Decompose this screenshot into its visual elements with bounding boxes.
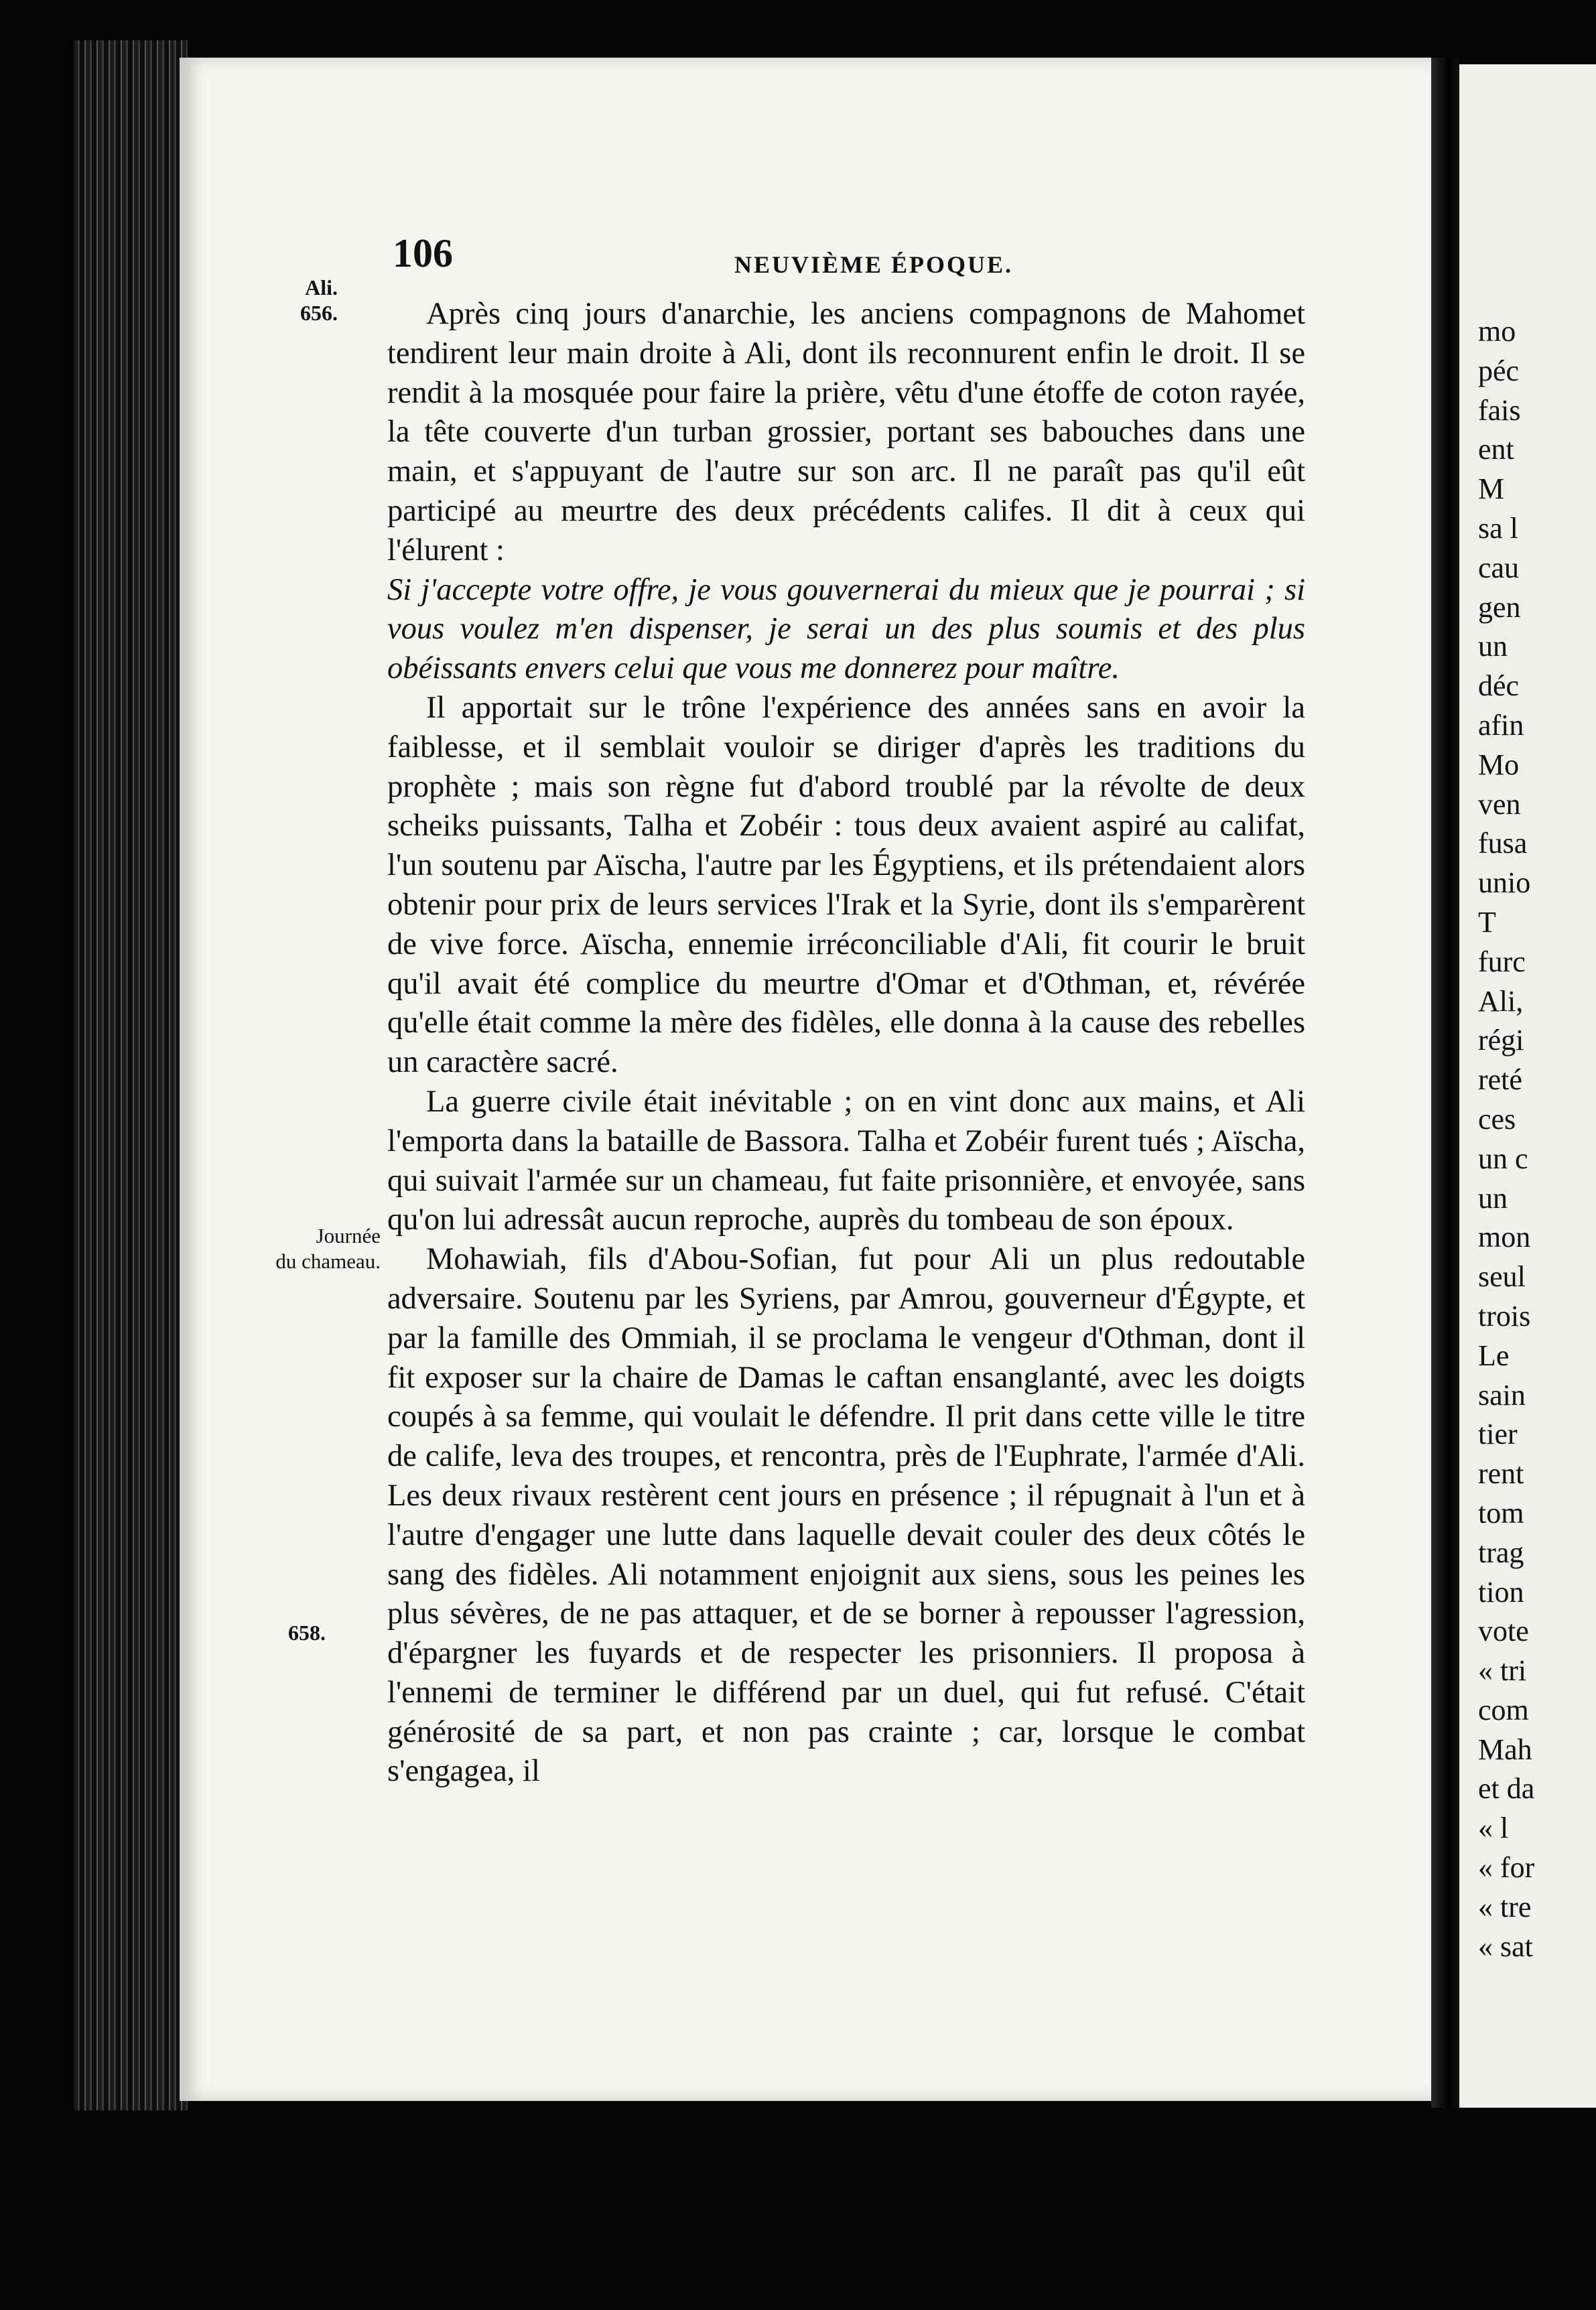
right-page-line: fusa — [1478, 827, 1528, 860]
margin-note-journee-line2: du chameau. — [275, 1249, 381, 1273]
right-page-line: péc — [1478, 354, 1520, 387]
right-page-line: « tri — [1478, 1654, 1527, 1688]
right-page-line: « for — [1478, 1851, 1535, 1885]
right-page-line: fais — [1478, 393, 1521, 427]
right-page-line: seul — [1478, 1260, 1526, 1294]
right-page-line: afin — [1478, 708, 1524, 742]
right-page-line: « l — [1478, 1812, 1509, 1845]
margin-note-ali-name: Ali. — [305, 275, 338, 299]
right-page-line: trag — [1478, 1536, 1524, 1569]
page-header — [393, 230, 1311, 291]
margin-note-year-658: 658. — [288, 1621, 326, 1645]
right-page-line: cau — [1478, 551, 1520, 584]
right-page-line: ven — [1478, 787, 1521, 821]
right-page-line: déc — [1478, 669, 1520, 703]
margin-note-journee-line1: Journée — [316, 1224, 381, 1247]
right-page-line: un c — [1478, 1142, 1528, 1175]
right-page-line: com — [1478, 1693, 1529, 1726]
margin-note-journee — [247, 1223, 381, 1274]
paragraph-2: Il apportait sur le trône l'expérience des années sans en avoir la faiblesse, et il semblait vouloir se diriger d'après les traditions du prophète ; mais son règne fut d'abord troublé par la révolte de deux scheiks puissants, Talha et Zobéir : tous deux avaient aspiré au califat, l'un soutenu par Aïscha, l'autre par les Égyptiens, et ils prétendaient alors obtenir pour prix de leurs services l'Irak et la Syrie, dont ils s'emparèrent de vive force. Aïscha, ennemie irréconciliable d'Ali, fit courir le bruit qu'il avait été complice du meurtre d'Omar et d'Othman, et, révérée qu'elle était comme la mère des fidèles, elle donna à la cause des rebelles un caractère sacré. — [387, 690, 1305, 1080]
right-page-line: ces — [1478, 1102, 1516, 1136]
right-page-line: un — [1478, 1181, 1508, 1215]
right-page-line: tom — [1478, 1496, 1524, 1530]
right-page-line: trois — [1478, 1299, 1531, 1333]
body-text — [387, 295, 1305, 1791]
page-edges — [74, 40, 188, 2110]
running-title: NEUVIÈME ÉPOQUE. — [734, 251, 1014, 278]
right-page-line: rent — [1478, 1457, 1524, 1491]
margin-note-ali — [300, 275, 338, 326]
paragraph-1: Après cinq jours d'anarchie, les anciens compagnons de Mahomet tendirent leur main droite à Ali, dont ils reconnurent enfin le droit. Il se rendit à la mosquée pour faire la prière, vêtu d'une étoffe de coton rayée, la tête couverte d'un turban grossier, portant ses babouches dans une main, et s'appuyant de l'autre sur son arc. Il ne paraît pas qu'il eût participé au meurtre des deux précédents califes. Il dit à ceux qui l'élurent : — [387, 297, 1305, 567]
right-page-line: Mah — [1478, 1732, 1532, 1766]
page-number: 106 — [393, 231, 453, 275]
right-page-line: mo — [1478, 315, 1516, 348]
right-page-line: « tre — [1478, 1890, 1532, 1923]
right-page-line: mon — [1478, 1221, 1531, 1254]
right-page-line: T — [1478, 905, 1496, 939]
right-page-line: tier — [1478, 1418, 1518, 1451]
paragraph-3: La guerre civile était inévitable ; on en vint donc aux mains, et Ali l'emporta dans la bataille de Bassora. Talha et Zobéir furent tués ; Aïscha, qui suivait l'armée sur un chameau, fut faite prisonnière, et envoyée, sans qu'on lui adressât aucun reproche, auprès du tombeau de son époux. — [387, 1084, 1305, 1237]
right-page-line: vote — [1478, 1615, 1529, 1648]
right-page-line: un — [1478, 630, 1508, 663]
right-page-line: reté — [1478, 1063, 1522, 1097]
margin-note-year-656: 656. — [300, 301, 338, 325]
right-page-line: gen — [1478, 590, 1521, 624]
book-gutter — [1431, 58, 1459, 2108]
right-page-line: régi — [1478, 1024, 1524, 1057]
right-page-line: Le — [1478, 1339, 1510, 1372]
right-page-line: unio — [1478, 866, 1531, 900]
right-page-line: ent — [1478, 433, 1514, 466]
right-page-line: « sat — [1478, 1929, 1533, 1963]
right-page-fragment — [1459, 64, 1596, 2108]
right-page-line: Mo — [1478, 748, 1520, 781]
right-page-text-column — [1459, 312, 1596, 1966]
paragraph-4: Mohawiah, fils d'Abou-Sofian, fut pour Ali un plus redoutable adversaire. Soutenu par les Syriens, par Amrou, gouverneur d'Égypte, et par la famille des Ommiah, il se proclama le vengeur d'Othman, dont il fit exposer sur la chaire de Damas le caftan ensanglanté, avec les doigts coupés à sa femme, qui voulait le défendre. Il prit dans cette ville le titre de calife, leva des troupes, et rencontra, près de l'Euphrate, l'armée d'Ali. Les deux rivaux restèrent cent jours en présence ; il répugnait à l'un et à l'autre d'engager une lutte dans laquelle devait couler des deux côtés le sang des fidèles. Ali notamment enjoignit aux siens, sous les peines les plus sévères, de ne pas attaquer, et de se borner à repousser l'agression, d'épargner les fuyards et de respecter les prisonniers. Il proposa à l'ennemi de terminer le différend par un duel, qui fut refusé. C'était générosité de sa part, et non pas crainte ; car, lorsque le combat s'engagea, il — [387, 1242, 1305, 1789]
right-page-line: furc — [1478, 945, 1526, 978]
right-page-line: sa l — [1478, 511, 1518, 545]
right-page-line: M — [1478, 472, 1505, 506]
paragraph-1-quote: Si j'accepte votre offre, je vous gouvernerai du mieux que je pourrai ; si vous voulez m'en dispenser, je serai un des plus soumis et des plus obéissants envers celui que vous me donnerez pour maître. — [387, 572, 1305, 686]
right-page-line: et da — [1478, 1772, 1535, 1806]
right-page-line: Ali, — [1478, 984, 1524, 1018]
right-page-line: sain — [1478, 1378, 1526, 1412]
right-page-line: tion — [1478, 1575, 1524, 1609]
